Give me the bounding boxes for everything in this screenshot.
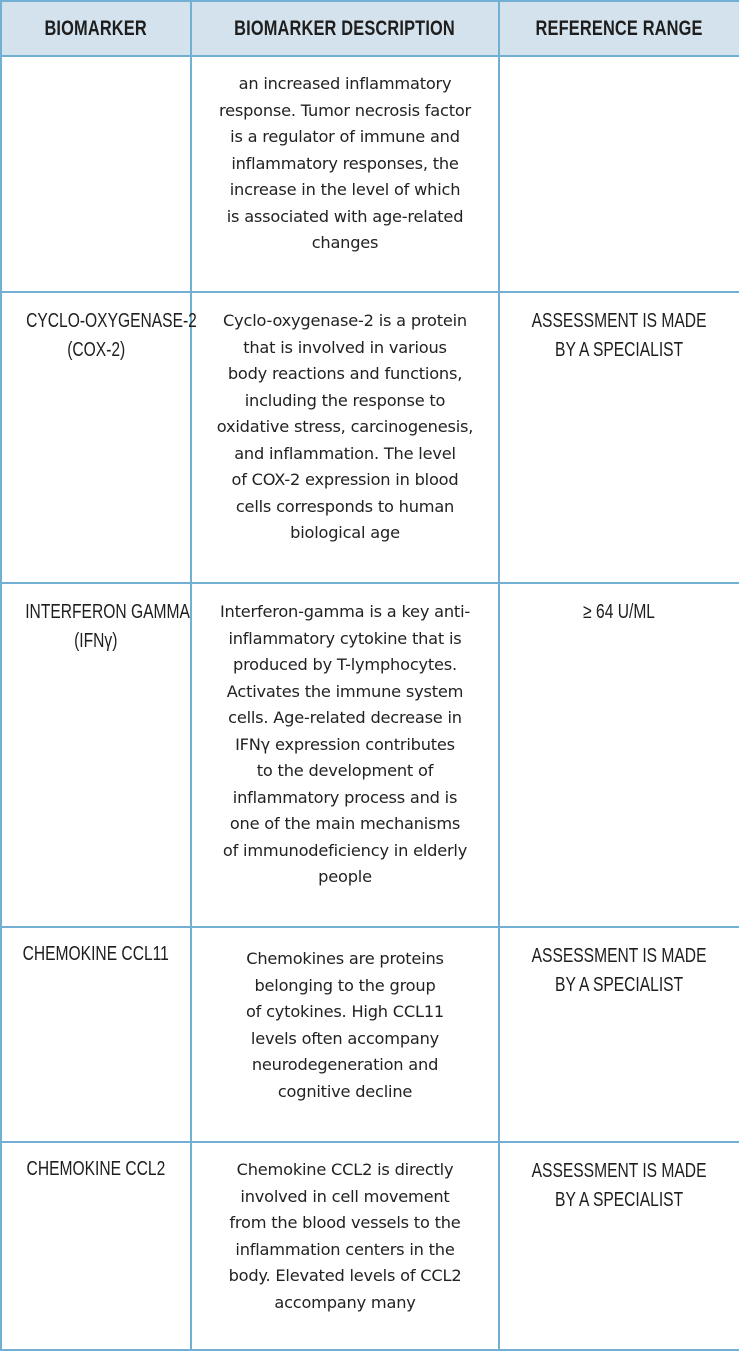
reference-range-cell: [499, 292, 739, 583]
description-cell-line: people: [318, 867, 372, 886]
reference-range-cell-line: BY A SPECIALIST: [555, 339, 684, 361]
description-cell-line: body. Elevated levels of CCL2: [228, 1266, 462, 1285]
description-cell: [191, 927, 499, 1142]
description-cell-line: Activates the immune system: [226, 681, 464, 701]
description-cell-line: Interferon-gamma is a key anti-: [219, 602, 471, 621]
header-reference-range-label: REFERENCE RANGE: [535, 16, 704, 40]
description-cell: [191, 583, 499, 927]
biomarker-cell-line: CHEMOKINE CCL11: [22, 943, 170, 965]
reference-range-cell-line: ≥ 64 U/ML: [583, 601, 656, 623]
biomarker-cell-line: CYCLO-OXYGENASE-2: [26, 310, 197, 332]
header-reference-range: [499, 1, 739, 56]
header-description: [191, 1, 499, 56]
description-cell-line: increase in the level of which: [229, 180, 461, 199]
description-cell-line: oxidative stress, carcinogenesis,: [216, 417, 474, 436]
biomarker-cell-line: CHEMOKINE CCL2: [26, 1158, 166, 1180]
description-cell-line: to the development of: [256, 761, 434, 780]
description-cell-line: levels often accompany: [250, 1028, 440, 1048]
description-cell-line: cells corresponds to human: [235, 496, 455, 516]
description-cell-line: Chemokines are proteins: [246, 949, 444, 968]
description-cell-line: Chemokine CCL2 is directly: [236, 1160, 454, 1179]
description-cell-line: response. Tumor necrosis factor: [218, 100, 472, 120]
table-row: [1, 292, 739, 583]
description-cell-line: cells. Age-related decrease in: [228, 708, 462, 727]
description-cell-line: and inflammation. The level: [234, 443, 456, 463]
table-row: [1, 1142, 739, 1350]
description-cell: [191, 56, 499, 292]
description-cell-line: belonging to the group: [254, 975, 436, 995]
biomarker-cell-line: INTERFERON GAMMA: [25, 601, 190, 623]
description-cell: [191, 1142, 499, 1350]
description-cell-line: biological age: [290, 523, 400, 542]
description-cell-line: neurodegeneration and: [251, 1055, 439, 1074]
table-row: [1, 56, 739, 292]
reference-range-cell: [499, 1142, 739, 1350]
description-cell-line: from the blood vessels to the: [229, 1213, 461, 1232]
description-cell-line: is associated with age-related: [226, 206, 464, 226]
table-row: [1, 927, 739, 1142]
description-cell-line: changes: [311, 233, 379, 252]
description-cell-line: that is involved in various: [243, 337, 447, 357]
description-cell-line: of cytokines. High CCL11: [245, 1002, 445, 1021]
reference-range-cell-line: ASSESSMENT IS MADE: [532, 1160, 707, 1182]
description-cell: [191, 292, 499, 583]
biomarker-cell-line: (COX-2): [66, 339, 126, 361]
description-cell-line: of COX-2 expression in blood: [231, 470, 459, 489]
biomarker-cell: [1, 583, 191, 927]
description-cell-line: inflammatory responses, the: [231, 153, 459, 173]
description-cell-line: cognitive decline: [277, 1081, 413, 1101]
description-cell-line: involved in cell movement: [240, 1186, 450, 1206]
description-cell-line: inflammation centers in the: [235, 1239, 455, 1259]
description-cell-line: body reactions and functions,: [227, 364, 463, 383]
biomarker-cell: [1, 56, 191, 292]
description-cell-line: including the response to: [244, 390, 446, 410]
reference-range-cell-line: BY A SPECIALIST: [555, 1189, 684, 1211]
reference-range-cell-line: ASSESSMENT IS MADE: [532, 945, 707, 967]
description-cell-line: produced by T-lymphocytes.: [233, 655, 457, 674]
description-cell-line: Cyclo-oxygenase-2 is a protein: [223, 311, 467, 330]
description-cell-line: of immunodeficiency in elderly: [222, 840, 468, 860]
description-cell-line: is a regulator of immune and: [230, 127, 460, 146]
description-cell-line: one of the main mechanisms: [229, 814, 461, 833]
biomarker-cell: [1, 1142, 191, 1350]
header-description-label: BIOMARKER DESCRIPTION: [234, 16, 456, 40]
description-cell-line: accompany many: [274, 1292, 416, 1312]
reference-range-cell-line: BY A SPECIALIST: [555, 974, 684, 996]
reference-range-cell: [499, 927, 739, 1142]
table-row: [1, 583, 739, 927]
description-cell-line: inflammatory cytokine that is: [228, 628, 462, 648]
header-row: [1, 1, 739, 56]
reference-range-cell: [499, 583, 739, 927]
header-biomarker: [1, 1, 191, 56]
description-cell-line: IFNγ expression contributes: [235, 734, 455, 754]
biomarker-cell: [1, 927, 191, 1142]
description-cell-line: an increased inflammatory: [238, 74, 452, 93]
reference-range-cell: [499, 56, 739, 292]
header-biomarker-label: BIOMARKER: [44, 16, 148, 40]
biomarker-cell-line: (IFNγ): [74, 630, 118, 652]
biomarker-cell: [1, 292, 197, 583]
reference-range-cell-line: ASSESSMENT IS MADE: [532, 310, 707, 332]
description-cell-line: inflammatory process and is: [232, 787, 458, 807]
